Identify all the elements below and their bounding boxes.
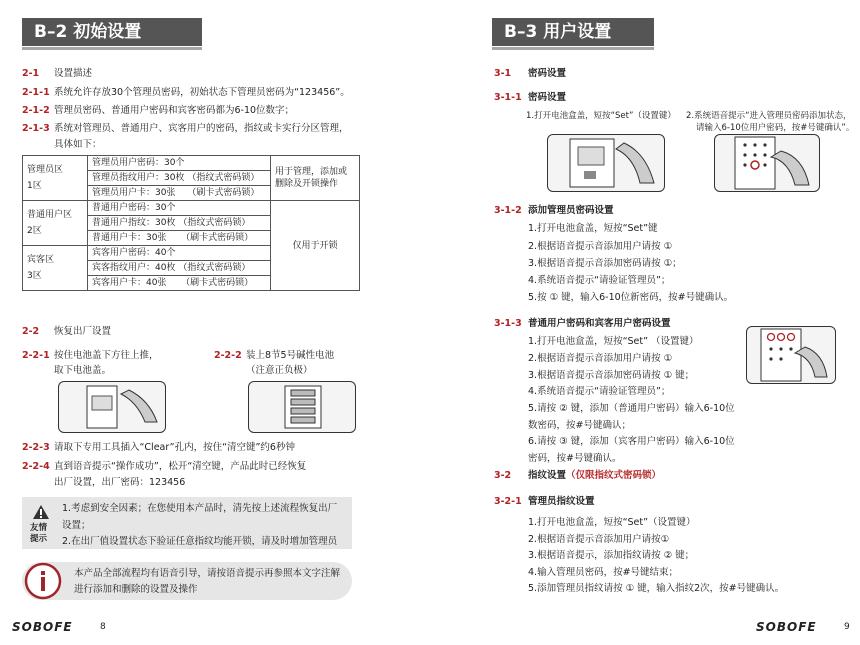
- step-text: 4.系统语音提示“请验证管理员”；: [528, 386, 671, 397]
- step-text: 6.请按 ③ 键，添加（宾客用户密码）输入6-10位: [528, 436, 735, 447]
- right-page: [430, 0, 860, 645]
- tip-box: [22, 497, 352, 549]
- paragraph: 取下电池盖。: [54, 365, 112, 376]
- paragraph: 具体如下：: [54, 139, 102, 150]
- section-header-b2: B–2 初始设置: [22, 18, 202, 46]
- page-number: 8: [100, 622, 106, 632]
- keypad-icon: [747, 327, 835, 383]
- step-text: 1.打开电池盒盖，短按“Set”（设置键）: [528, 517, 696, 528]
- section-number: 2-1-1: [22, 87, 50, 98]
- set-button-illustration: [547, 134, 665, 192]
- section-number: 2-1-3: [22, 123, 50, 134]
- section-title: 密码设置: [528, 68, 567, 79]
- section-title: 普通用户密码和宾客用户密码设置: [528, 318, 671, 329]
- battery-install-illustration: [248, 381, 356, 433]
- section-number: 2-2-3: [22, 442, 50, 453]
- step-text: 5.按 ① 键，输入6-10位新密码，按#号键确认。: [528, 292, 734, 303]
- table-cell: 管理员用户密码：30个: [88, 156, 271, 171]
- step-text: 5.请按 ② 键，添加（普通用户密码）输入6-10位: [528, 403, 735, 414]
- section-title: 设置描述: [54, 68, 93, 79]
- step-text: 密码，按#号键确认。: [528, 453, 622, 464]
- section-number: 3-1-2: [494, 205, 522, 216]
- brand-logo: SOBOFE: [756, 620, 817, 634]
- keypad-illustration: [714, 134, 820, 192]
- section-number: 3-1: [494, 68, 512, 79]
- lock-panel-icon: [548, 135, 664, 191]
- paragraph: （注意正负极）: [246, 365, 313, 376]
- table-cell: 宾客指纹用户：40枚 （指纹式密码锁）: [88, 261, 271, 276]
- section-title: 恢复出厂设置: [54, 326, 112, 337]
- section-number: 2-2-2: [214, 350, 242, 361]
- tip-label: 友情: [30, 523, 48, 533]
- step-text: 3.根据语音提示，添加指纹请按 ② 键；: [528, 550, 695, 561]
- table-cell: 管理员用户卡：30张 （刷卡式密码锁）: [88, 186, 271, 201]
- tip-text: 设置；: [62, 520, 91, 531]
- brand-logo: SOBOFE: [12, 620, 73, 634]
- section-number: 3-1-1: [494, 92, 522, 103]
- keypad-icon: [715, 135, 819, 191]
- step-text: 2.根据语音提示音添加用户请按 ①: [528, 353, 673, 364]
- paragraph: 装上8节5号碱性电池: [246, 350, 335, 361]
- step-text: 5.添加管理员指纹请按 ① 键，输入指纹2次，按#号键确认。: [528, 583, 785, 594]
- paragraph: 系统允许存放30个管理员密码，初始状态下管理员密码为“123456”。: [54, 87, 350, 98]
- step-text: 2.根据语音提示音添加用户请按 ①: [528, 241, 673, 252]
- step-text: 2.根据语音提示音添加用户请按①: [528, 534, 670, 545]
- section-header-b3: B–3 用户设置: [492, 18, 654, 46]
- tip-label: 提示: [30, 534, 48, 544]
- paragraph: 系统对管理员、普通用户、宾客用户的密码，指纹或卡实行分区管理，: [54, 123, 349, 134]
- paragraph: 请取下专用工具插入“Clear”孔内，按住“清空键”约6秒钟: [54, 442, 295, 453]
- battery-icon: [249, 382, 355, 432]
- step-text: 3.根据语音提示音添加密码请按 ①；: [528, 258, 682, 269]
- section-number: 3-2: [494, 470, 512, 481]
- step-text: 请输入6-10位用户密码，按#号键确认”。: [696, 123, 855, 133]
- tip-text: 2.在出厂值设置状态下验证任意指纹均能开锁，请及时增加管理员: [62, 536, 338, 547]
- section-number: 2-2-1: [22, 350, 50, 361]
- zone-note: 仅用于开锁: [271, 201, 360, 291]
- section-number: 3-2-1: [494, 496, 522, 507]
- info-box: [22, 562, 352, 600]
- step-text: 数密码，按#号键确认；: [528, 420, 631, 431]
- table-cell: 管理员指纹用户：30枚 （指纹式密码锁）: [88, 171, 271, 186]
- section-number: 2-2: [22, 326, 40, 337]
- tip-text: 1.考虑到安全因素；在您使用本产品时，清先按上述流程恢复出厂: [62, 503, 338, 514]
- section-title: 指纹设置（仅限指纹式密码锁）: [528, 470, 662, 481]
- paragraph: 直到语音提示“操作成功”，松开“清空键，产品此时已经恢复: [54, 461, 307, 472]
- step-text: 4.系统语音提示“请验证管理员”；: [528, 275, 671, 286]
- table-cell: 普通用户卡：30张 （刷卡式密码锁）: [88, 231, 271, 246]
- section-title: 管理员指纹设置: [528, 496, 595, 507]
- section-number: 2-2-4: [22, 461, 50, 472]
- battery-cover-icon: [59, 382, 165, 432]
- section-number: 2-1-2: [22, 105, 50, 116]
- paragraph: 管理员密码、普通用户密码和宾客密码都为6-10位数字；: [54, 105, 295, 116]
- step-text: 4.输入管理员密码，按#号键结束；: [528, 567, 679, 578]
- info-text: 本产品全部流程均有语音引导，请按语音提示再参照本文字注解: [74, 568, 341, 579]
- section-title: 密码设置: [528, 92, 567, 103]
- warning-icon: [32, 504, 50, 520]
- zone-normal: 普通用户区 2区: [23, 201, 88, 246]
- zone-guest: 宾客区 3区: [23, 246, 88, 291]
- table-cell: 宾客用户卡：40张 （刷卡式密码锁）: [88, 276, 271, 291]
- info-icon: [24, 562, 62, 600]
- paragraph: 按住电池盖下方往上推，: [54, 350, 159, 361]
- section-number: 3-1-3: [494, 318, 522, 329]
- zone-table: [22, 155, 360, 291]
- step-text: 1.打开电池盒盖，短按“Set” （设置键）: [528, 336, 699, 347]
- zone-admin: 管理员区 1区: [23, 156, 88, 201]
- table-cell: 普通用户指纹：30枚 （指纹式密码锁）: [88, 216, 271, 231]
- zone-note: 用于管理，添加或删除及开锁操作: [271, 156, 360, 201]
- table-cell: 宾客用户密码：40个: [88, 246, 271, 261]
- step-text: 1.打开电池盒盖，短按“Set”键: [528, 223, 658, 234]
- battery-cover-illustration: [58, 381, 166, 433]
- step-text: 1.打开电池盒盖，短按“Set”（设置键）: [526, 111, 676, 121]
- keypad-illustration: [746, 326, 836, 384]
- step-text: 2.系统语音提示“进入管理员密码添加状态，: [686, 111, 852, 121]
- step-text: 3.根据语音提示音添加密码请按 ① 键；: [528, 370, 695, 381]
- info-text: 进行添加和删除的设置及操作: [74, 584, 198, 595]
- page-number: 9: [844, 622, 850, 632]
- section-title: 添加管理员密码设置: [528, 205, 614, 216]
- table-cell: 普通用户密码：30个: [88, 201, 271, 216]
- paragraph: 出厂设置，出厂密码：123456: [54, 477, 186, 488]
- section-number: 2-1: [22, 68, 40, 79]
- fingerprint-only-note: （仅限指纹式密码锁）: [566, 470, 662, 481]
